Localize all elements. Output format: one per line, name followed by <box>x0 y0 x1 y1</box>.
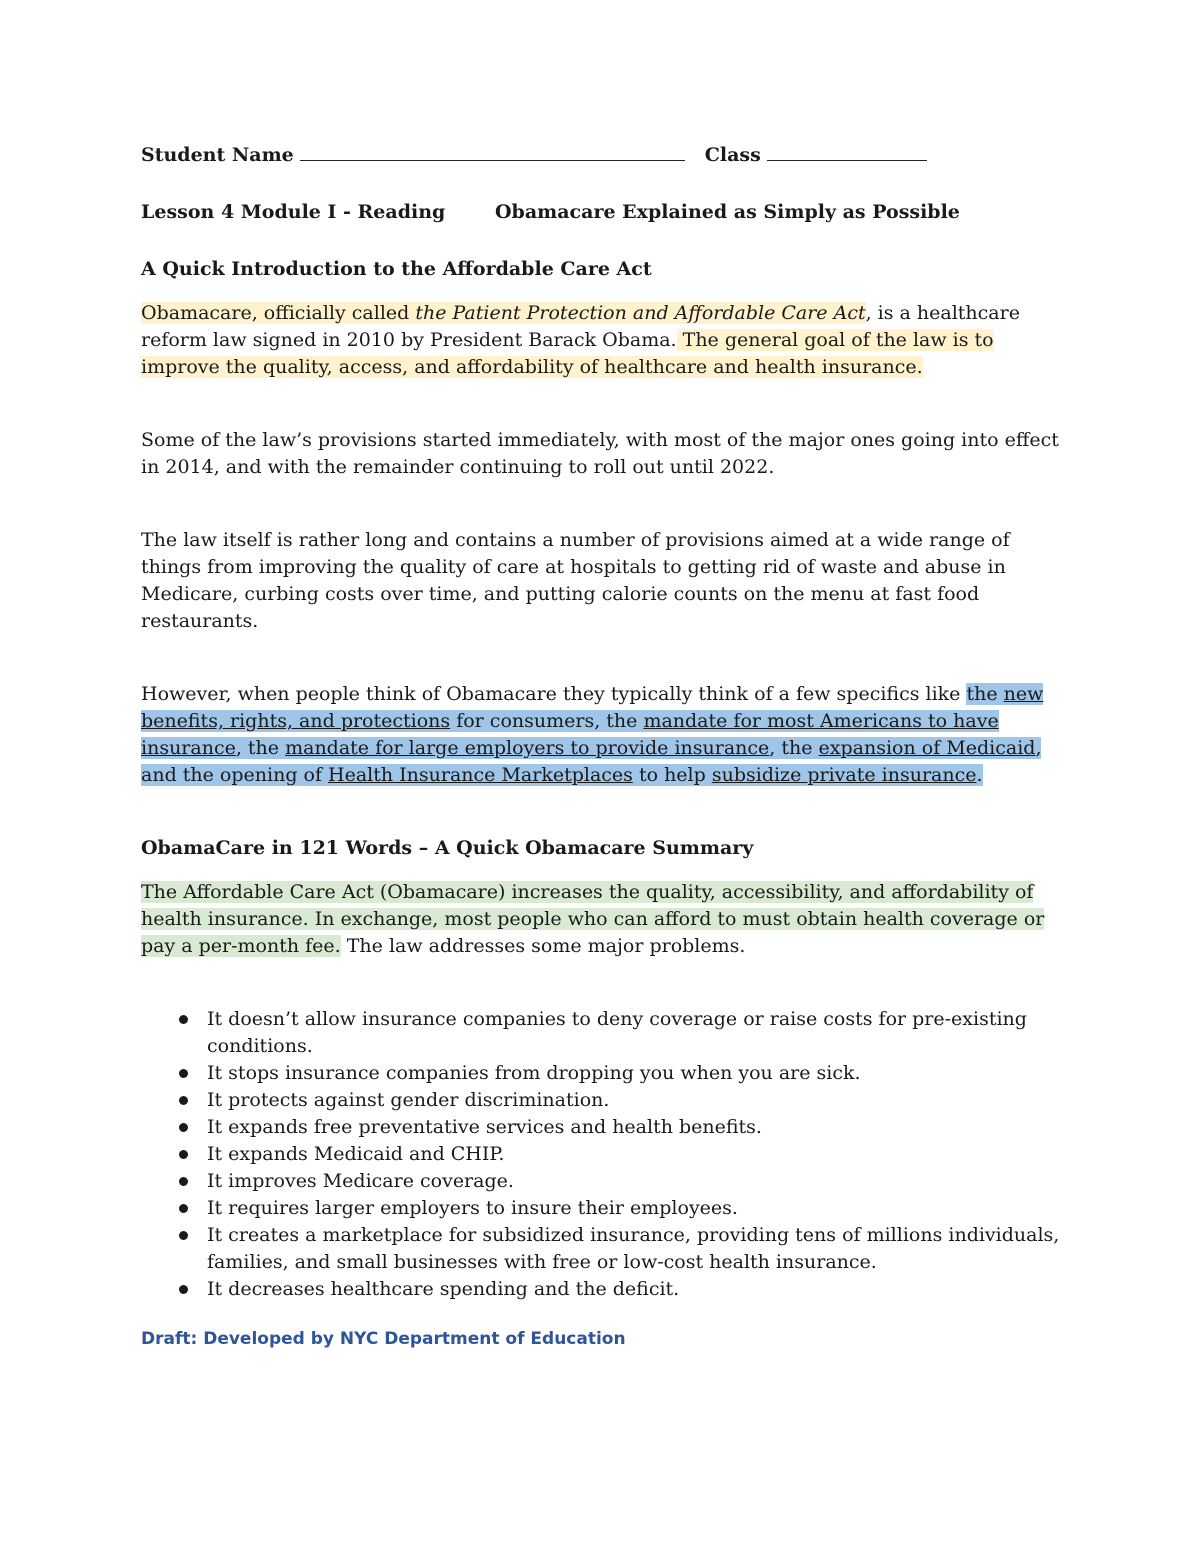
specifics-text: However, when people think of Obamacare they typically think of a few specifics like <box>141 683 967 705</box>
section2-heading: ObamaCare in 121 Words – A Quick Obamacare Summary <box>141 837 754 859</box>
text-segment: , the <box>769 737 819 759</box>
text-segment: , and the opening of <box>141 737 1042 786</box>
summary-rest: The law addresses some major problems. <box>340 935 746 957</box>
footer-credit: Draft: Developed by NYC Department of Education <box>141 1329 626 1349</box>
link-medicaid-expansion[interactable]: expansion of Medicaid <box>818 737 1036 759</box>
bullet-dot-icon <box>179 1177 188 1186</box>
link-subsidies[interactable]: subsidize private insurance <box>711 764 977 786</box>
lesson-title: Obamacare Explained as Simply as Possible <box>495 201 960 223</box>
list-item <box>141 1141 1071 1168</box>
link-new-benefits[interactable]: new benefits, rights, and protections <box>141 683 1044 732</box>
intro-text-d: The general goal of the law is to improve the quality, access, and affordability of healthcare and health insurance. <box>141 329 994 378</box>
intro-paragraph <box>141 300 1071 381</box>
bullet-dot-icon <box>179 1204 188 1213</box>
text-segment: for consumers, the <box>450 710 644 732</box>
class-blank[interactable] <box>767 140 927 161</box>
specifics-paragraph <box>141 681 1071 789</box>
link-individual-mandate[interactable]: mandate for most Americans to have insurance <box>141 710 999 759</box>
list-item-text: It protects against gender discrimination. <box>207 1089 610 1111</box>
student-name-blank[interactable] <box>300 140 685 161</box>
problems-list <box>141 1006 1071 1303</box>
link-marketplaces[interactable]: Health Insurance Marketplaces <box>328 764 633 786</box>
list-item-text: It doesn’t allow insurance companies to deny coverage or raise costs for pre-existing conditions. <box>207 1008 1027 1057</box>
bullet-dot-icon <box>179 1150 188 1159</box>
bullet-dot-icon <box>179 1285 188 1294</box>
list-item <box>141 1276 1071 1303</box>
text-segment: , the <box>235 737 286 759</box>
intro-text-a: Obamacare, officially called <box>141 302 416 324</box>
bullet-dot-icon <box>179 1096 188 1105</box>
bullet-dot-icon <box>179 1069 188 1078</box>
section1-heading: A Quick Introduction to the Affordable Care Act <box>141 258 652 280</box>
list-item <box>141 1222 1071 1276</box>
document-page <box>141 140 1071 1349</box>
list-item-text: It requires larger employers to insure their employees. <box>207 1197 738 1219</box>
list-item-text: It improves Medicare coverage. <box>207 1170 514 1192</box>
summary-highlight: The Affordable Care Act (Obamacare) increases the quality, accessibility, and affordability of health insurance. In exchange, most people who can afford to must obtain health coverage or pay a per-month fee. <box>141 881 1045 957</box>
bullet-dot-icon <box>179 1123 188 1132</box>
link-employer-mandate[interactable]: mandate for large employers to provide insurance <box>285 737 770 759</box>
text-segment: . <box>976 764 983 786</box>
text-segment: the <box>966 683 1004 705</box>
list-item <box>141 1060 1071 1087</box>
provisions-paragraph: Some of the law’s provisions started immediately, with most of the major ones going into effect in 2014, and with the remainder continuing to roll out until 2022. <box>141 429 1059 478</box>
list-item-text: It decreases healthcare spending and the deficit. <box>207 1278 680 1300</box>
list-item <box>141 1168 1071 1195</box>
list-item-text: It expands free preventative services and health benefits. <box>207 1116 762 1138</box>
intro-text-c: , is a healthcare reform law signed in 2010 by President Barack Obama. <box>141 302 1020 351</box>
lesson-label: Lesson 4 Module I - Reading <box>141 201 446 223</box>
act-name: the Patient Protection and Affordable Care Act <box>415 302 866 324</box>
list-item-text: It stops insurance companies from dropping you when you are sick. <box>207 1062 861 1084</box>
bullet-dot-icon <box>179 1015 188 1024</box>
text-segment: to help <box>632 764 712 786</box>
list-item <box>141 1087 1071 1114</box>
law-paragraph: The law itself is rather long and contains a number of provisions aimed at a wide range of things from improving the quality of care at hospitals to getting rid of waste and abuse in Medicare, curbing costs over time, and putting calorie counts on the menu at fast food restaurants. <box>141 529 1010 632</box>
list-item <box>141 1195 1071 1222</box>
list-item-text: It expands Medicaid and CHIP. <box>207 1143 505 1165</box>
list-item <box>141 1114 1071 1141</box>
class-label: Class <box>704 144 761 166</box>
list-item-text: It creates a marketplace for subsidized insurance, providing tens of millions individuals, families, and small businesses with free or low-cost health insurance. <box>207 1224 1060 1273</box>
lesson-row <box>141 199 1071 226</box>
bullet-dot-icon <box>179 1231 188 1240</box>
list-item <box>141 1006 1071 1060</box>
name-class-row <box>141 140 1071 169</box>
summary-paragraph <box>141 879 1071 960</box>
student-name-label: Student Name <box>141 144 294 166</box>
